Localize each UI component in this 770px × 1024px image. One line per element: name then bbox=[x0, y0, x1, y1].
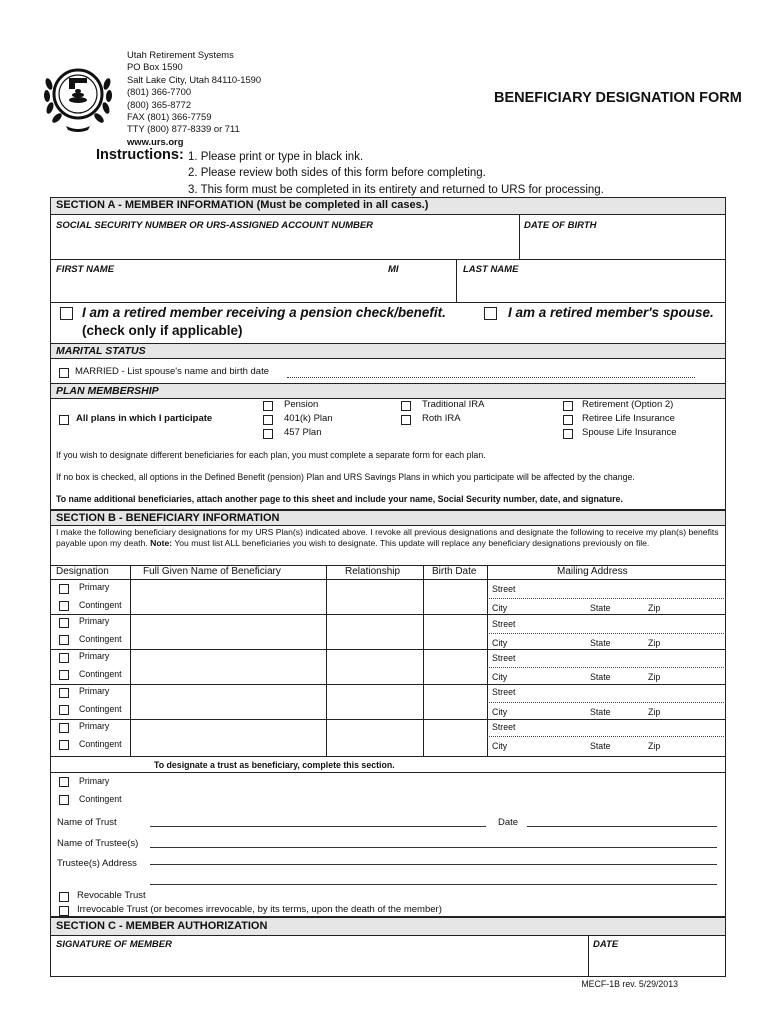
phone-1: (801) 366-7700 bbox=[127, 86, 192, 98]
trustee-address-label: Trustee(s) Address bbox=[57, 858, 137, 869]
retiree-life-checkbox[interactable] bbox=[563, 415, 573, 425]
divider bbox=[50, 525, 726, 526]
trust-date-label: Date bbox=[498, 817, 519, 828]
instructions-list bbox=[188, 149, 604, 198]
ssn-label: SOCIAL SECURITY NUMBER OR URS-ASSIGNED ACCOUNT NUMBER bbox=[56, 220, 374, 231]
all-plans-label: All plans in which I participate bbox=[76, 413, 213, 424]
primary-label: Primary bbox=[79, 721, 110, 731]
city-label: City bbox=[492, 603, 508, 613]
primary-checkbox[interactable] bbox=[59, 688, 69, 698]
city-label: City bbox=[492, 672, 508, 682]
contingent-label: Contingent bbox=[79, 634, 122, 644]
name-of-trust-label: Name of Trust bbox=[57, 817, 117, 828]
primary-label: Primary bbox=[79, 686, 110, 696]
col-birth-date: Birth Date bbox=[432, 566, 477, 577]
additional-beneficiaries-note: To name additional beneficiaries, attach another page to this sheet and include your name, Social Security number, date, and signature. bbox=[56, 494, 623, 504]
no-box-checked-note: If no box is checked, all options in the Defined Benefit (pension) Plan and URS Savings Plans in which you participate will be affected by the change. bbox=[56, 472, 635, 482]
col-beneficiary-name: Full Given Name of Beneficiary bbox=[143, 566, 281, 577]
intro-text: I make the following beneficiary designations for my URS Plan(s) indicated above. I revoke all previous designations and designate the following to receive my plan(s) benefits payable upon my death. bbox=[56, 527, 719, 548]
zip-label: Zip bbox=[648, 707, 661, 717]
plan-option-label: Roth IRA bbox=[422, 413, 461, 424]
all-plans-checkbox[interactable] bbox=[59, 415, 69, 425]
divider bbox=[487, 667, 726, 668]
state-label: State bbox=[590, 638, 611, 648]
contingent-label: Contingent bbox=[79, 794, 122, 804]
po-box: PO Box 1590 bbox=[127, 61, 183, 73]
primary-checkbox[interactable] bbox=[59, 618, 69, 628]
contingent-label: Contingent bbox=[79, 739, 122, 749]
form-code: MECF-1B rev. 5/29/2013 bbox=[581, 979, 678, 989]
org-name: Utah Retirement Systems bbox=[127, 49, 234, 60]
divider bbox=[487, 736, 726, 737]
plan-option-label: Pension bbox=[284, 399, 319, 410]
tty: TTY (800) 877-8339 or 711 bbox=[127, 123, 240, 135]
divider bbox=[487, 565, 488, 756]
signature-field[interactable] bbox=[50, 935, 588, 977]
street-label: Street bbox=[492, 722, 516, 732]
divider bbox=[487, 702, 726, 703]
plan-option-label: 401(k) Plan bbox=[284, 413, 333, 424]
section-a-title: SECTION A - MEMBER INFORMATION (Must be completed in all cases.) bbox=[56, 199, 429, 211]
divider bbox=[50, 358, 726, 359]
signature-date-field[interactable] bbox=[588, 935, 726, 977]
divider bbox=[50, 302, 726, 303]
last-name-label: LAST NAME bbox=[463, 264, 519, 275]
divider bbox=[50, 684, 726, 685]
signature-date-label: DATE bbox=[593, 939, 619, 950]
contingent-checkbox[interactable] bbox=[59, 740, 69, 750]
col-relationship: Relationship bbox=[345, 566, 401, 577]
street-label: Street bbox=[492, 687, 516, 697]
primary-label: Primary bbox=[79, 616, 110, 626]
state-label: State bbox=[590, 707, 611, 717]
instructions-label: Instructions: bbox=[96, 147, 184, 163]
separate-form-note: If you wish to designate different beneficiaries for each plan, you must complete a separate form for each plan. bbox=[56, 450, 486, 460]
contingent-checkbox[interactable] bbox=[59, 705, 69, 715]
city-label: City bbox=[492, 741, 508, 751]
457-checkbox[interactable] bbox=[263, 429, 273, 439]
instruction-item: 2. Please review both sides of this form before completing. bbox=[188, 167, 486, 180]
instruction-item: 1. Please print or type in black ink. bbox=[188, 151, 364, 163]
divider bbox=[423, 565, 424, 756]
married-label: MARRIED - List spouse's name and birth date bbox=[75, 366, 270, 377]
intro-note-label: Note: bbox=[150, 537, 173, 548]
trustees-label: Name of Trustee(s) bbox=[57, 838, 139, 849]
roth-ira-checkbox[interactable] bbox=[401, 415, 411, 425]
contingent-label: Contingent bbox=[79, 669, 122, 679]
first-name-label: FIRST NAME bbox=[56, 264, 115, 275]
zip-label: Zip bbox=[648, 638, 661, 648]
col-mailing-address: Mailing Address bbox=[557, 566, 628, 577]
divider bbox=[50, 579, 726, 580]
phone-2: (800) 365-8772 bbox=[127, 98, 192, 110]
fax: FAX (801) 366-7759 bbox=[127, 111, 212, 123]
state-label: State bbox=[590, 603, 611, 613]
primary-label: Primary bbox=[79, 651, 110, 661]
street-label: Street bbox=[492, 653, 516, 663]
pension-checkbox[interactable] bbox=[263, 401, 273, 411]
plan-option-label: 457 Plan bbox=[284, 427, 322, 438]
retired-member-label: I am a retired member receiving a pension check/benefit. bbox=[82, 305, 446, 320]
revocable-trust-label: Revocable Trust bbox=[77, 890, 146, 901]
state-label: State bbox=[590, 741, 611, 751]
signature-label: SIGNATURE OF MEMBER bbox=[56, 939, 172, 950]
divider bbox=[130, 565, 131, 756]
plan-option-label: Retirement (Option 2) bbox=[582, 399, 674, 410]
divider bbox=[50, 614, 726, 615]
mi-field[interactable] bbox=[384, 259, 456, 302]
form-title: BENEFICIARY DESIGNATION FORM bbox=[494, 90, 742, 106]
trustees-field[interactable] bbox=[150, 847, 717, 848]
divider bbox=[487, 633, 726, 634]
last-name-field[interactable] bbox=[456, 259, 726, 302]
retired-member-checkbox[interactable] bbox=[60, 307, 73, 320]
trust-date-field[interactable] bbox=[527, 826, 717, 827]
divider bbox=[50, 772, 726, 773]
zip-label: Zip bbox=[648, 603, 661, 613]
org-address-block bbox=[127, 49, 261, 148]
zip-label: Zip bbox=[648, 741, 661, 751]
state-label: State bbox=[590, 672, 611, 682]
irrevocable-trust-checkbox[interactable] bbox=[59, 906, 69, 916]
contingent-label: Contingent bbox=[79, 704, 122, 714]
first-name-field[interactable] bbox=[50, 259, 384, 302]
plan-membership-label: PLAN MEMBERSHIP bbox=[56, 385, 159, 397]
name-of-trust-field[interactable] bbox=[150, 826, 486, 827]
urs-logo bbox=[36, 54, 120, 138]
section-c-title: SECTION C - MEMBER AUTHORIZATION bbox=[56, 920, 268, 932]
street-label: Street bbox=[492, 619, 516, 629]
col-designation: Designation bbox=[56, 566, 109, 577]
instruction-item: 3. This form must be completed in its entirety and returned to URS for processing. bbox=[188, 183, 604, 196]
retired-spouse-checkbox[interactable] bbox=[484, 307, 497, 320]
divider bbox=[50, 649, 726, 650]
plan-option-label: Spouse Life Insurance bbox=[582, 427, 677, 438]
traditional-ira-checkbox[interactable] bbox=[401, 401, 411, 411]
section-b-title: SECTION B - BENEFICIARY INFORMATION bbox=[56, 512, 280, 524]
primary-label: Primary bbox=[79, 582, 110, 592]
contingent-label: Contingent bbox=[79, 600, 122, 610]
retired-spouse-label: I am a retired member's spouse. bbox=[508, 305, 714, 320]
marital-status-bg bbox=[51, 343, 725, 358]
trust-section-title: To designate a trust as beneficiary, complete this section. bbox=[154, 760, 395, 770]
plan-option-label: Retiree Life Insurance bbox=[582, 413, 675, 424]
primary-checkbox[interactable] bbox=[59, 653, 69, 663]
plan-option-label: Traditional IRA bbox=[422, 399, 485, 410]
divider bbox=[50, 719, 726, 720]
primary-checkbox[interactable] bbox=[59, 723, 69, 733]
401k-checkbox[interactable] bbox=[263, 415, 273, 425]
dob-label: DATE OF BIRTH bbox=[524, 220, 597, 231]
city-label: City bbox=[492, 638, 508, 648]
marital-status-label: MARITAL STATUS bbox=[56, 345, 146, 357]
city-label: City bbox=[492, 707, 508, 717]
revocable-trust-checkbox[interactable] bbox=[59, 892, 69, 902]
contingent-checkbox[interactable] bbox=[59, 635, 69, 645]
divider bbox=[50, 343, 726, 344]
trustee-address-field[interactable] bbox=[150, 864, 717, 865]
retirement-option2-checkbox[interactable] bbox=[563, 401, 573, 411]
divider bbox=[326, 565, 327, 756]
ssn-field[interactable] bbox=[50, 214, 519, 259]
irrevocable-trust-label: Irrevocable Trust (or becomes irrevocable, by its terms, upon the death of the member) bbox=[77, 904, 442, 915]
trustee-address-field-line2[interactable] bbox=[150, 884, 717, 885]
married-checkbox[interactable] bbox=[59, 368, 69, 378]
zip-label: Zip bbox=[648, 672, 661, 682]
divider bbox=[50, 383, 726, 384]
primary-checkbox[interactable] bbox=[59, 584, 69, 594]
spouse-info-field[interactable] bbox=[287, 377, 695, 378]
city-line: Salt Lake City, Utah 84110-1590 bbox=[127, 73, 262, 85]
divider bbox=[487, 598, 726, 599]
spouse-life-checkbox[interactable] bbox=[563, 429, 573, 439]
website: www.urs.org bbox=[127, 135, 184, 147]
section-b-intro bbox=[56, 527, 722, 549]
divider bbox=[50, 756, 726, 757]
mi-label: MI bbox=[388, 264, 399, 275]
contingent-checkbox[interactable] bbox=[59, 601, 69, 611]
trust-contingent-checkbox[interactable] bbox=[59, 795, 69, 805]
intro-text-continued: You must list ALL beneficiaries you wish to designate. This update will replace any beneficiary designations previously on file. bbox=[172, 537, 650, 548]
street-label: Street bbox=[492, 584, 516, 594]
primary-label: Primary bbox=[79, 776, 110, 786]
dob-field[interactable] bbox=[519, 214, 726, 259]
contingent-checkbox[interactable] bbox=[59, 670, 69, 680]
trust-primary-checkbox[interactable] bbox=[59, 777, 69, 787]
check-if-applicable-label: (check only if applicable) bbox=[82, 323, 243, 338]
